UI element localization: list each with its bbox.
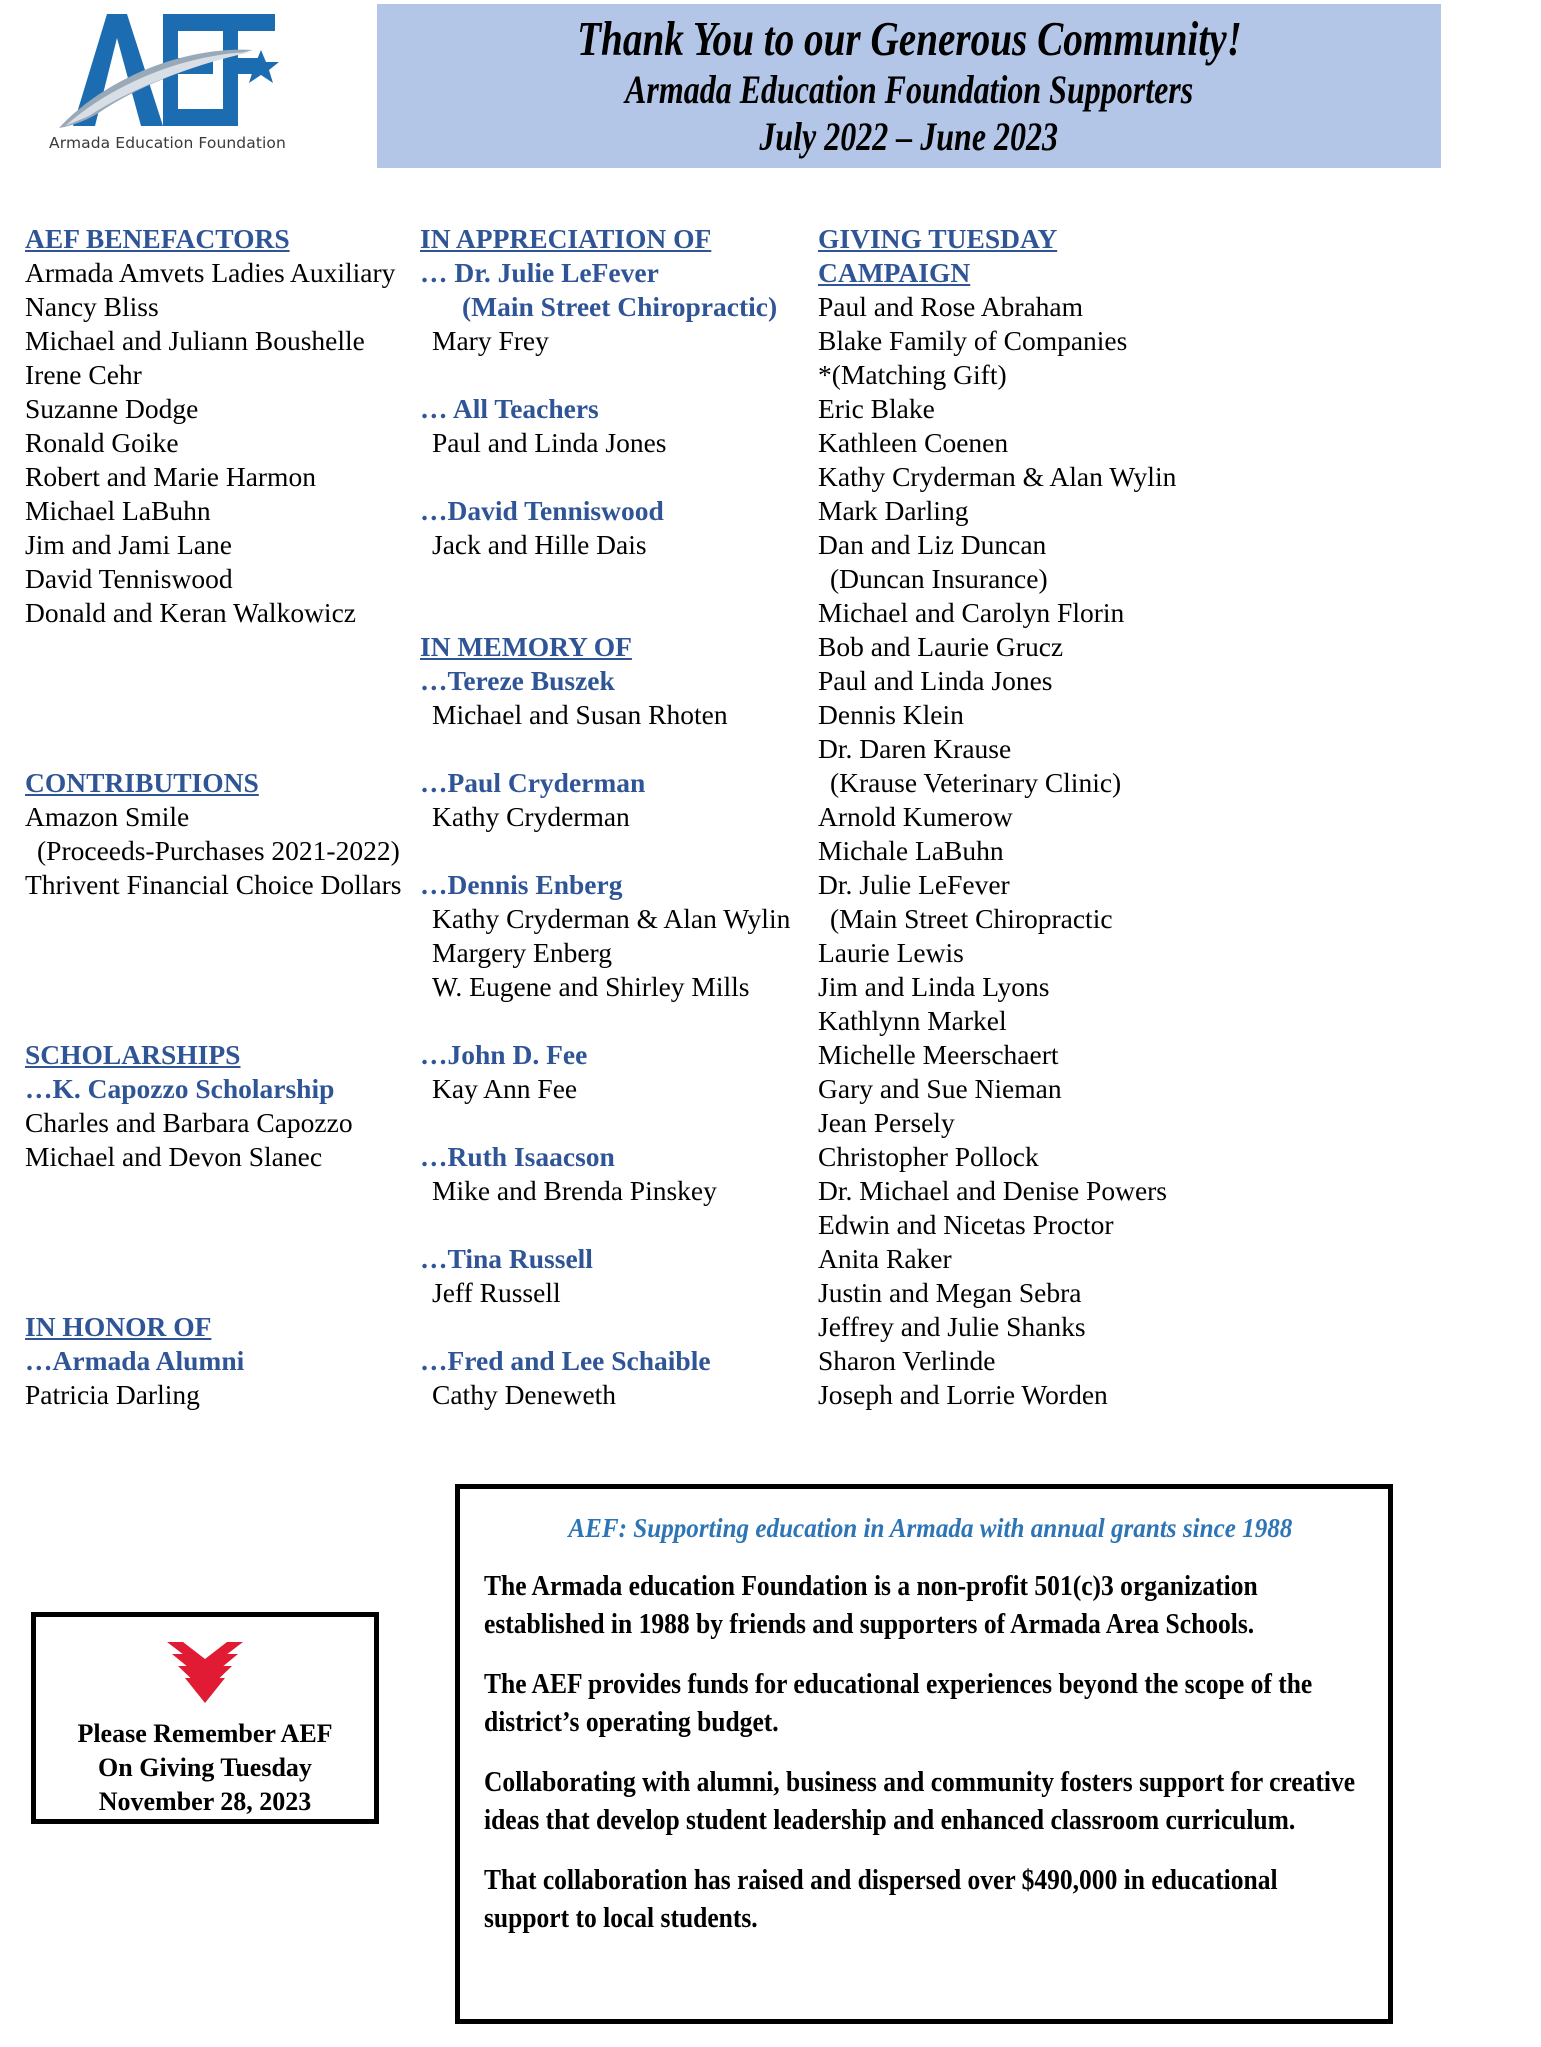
list-item: Mary Frey bbox=[432, 325, 549, 356]
spacer bbox=[25, 630, 413, 766]
subheading-tereze-buszek: …Tereze Buszek bbox=[420, 665, 615, 696]
aef-tagline: AEF: Supporting education in Armada with annual grants since 1988 bbox=[568, 1513, 1293, 1543]
section-heading-contributions: CONTRIBUTIONS bbox=[25, 767, 259, 798]
list-item: Laurie Lewis bbox=[818, 937, 964, 968]
list-item: (Duncan Insurance) bbox=[830, 563, 1048, 594]
list-item: Bob and Laurie Grucz bbox=[818, 631, 1064, 662]
list-item: Jeff Russell bbox=[432, 1277, 561, 1308]
list-item: Dr. Michael and Denise Powers bbox=[818, 1175, 1168, 1206]
list-item: Michale LaBuhn bbox=[818, 835, 1004, 866]
spacer bbox=[25, 902, 413, 1038]
list-item: Kathlynn Markel bbox=[818, 1005, 1007, 1036]
list-item: Kay Ann Fee bbox=[432, 1073, 578, 1104]
list-item: David Tenniswood bbox=[25, 563, 233, 594]
section-heading-in-honor-of: IN HONOR OF bbox=[25, 1311, 212, 1342]
subheading-tina-russell: …Tina Russell bbox=[420, 1243, 593, 1274]
list-item: Amazon Smile bbox=[25, 801, 190, 832]
list-item: Kathy Cryderman bbox=[432, 801, 630, 832]
donor-column-1 bbox=[25, 222, 413, 1412]
section-heading-aef-benefactors: AEF BENEFACTORS bbox=[25, 223, 290, 254]
subheading-john-d-fee: …John D. Fee bbox=[420, 1039, 588, 1070]
list-item: Justin and Megan Sebra bbox=[818, 1277, 1082, 1308]
list-item: Thrivent Financial Choice Dollars bbox=[25, 869, 402, 900]
list-item: Dr. Daren Krause bbox=[818, 733, 1012, 764]
spacer bbox=[420, 1208, 812, 1242]
list-item: *(Matching Gift) bbox=[818, 359, 1007, 390]
list-item: Charles and Barbara Capozzo bbox=[25, 1107, 353, 1138]
list-item: (Proceeds-Purchases 2021-2022) bbox=[37, 835, 400, 866]
list-item: Paul and Linda Jones bbox=[432, 427, 667, 458]
subheading-ruth-isaacson: …Ruth Isaacson bbox=[420, 1141, 615, 1172]
aef-logo-mark-icon bbox=[45, 6, 285, 136]
list-item: Mike and Brenda Pinskey bbox=[432, 1175, 717, 1206]
list-item: Joseph and Lorrie Worden bbox=[818, 1379, 1108, 1410]
reminder-line-1: Please Remember AEF bbox=[77, 1719, 333, 1748]
list-item: Dr. Julie LeFever bbox=[818, 869, 1010, 900]
list-item: Paul and Linda Jones bbox=[818, 665, 1053, 696]
list-item: Dan and Liz Duncan bbox=[818, 529, 1047, 560]
title-banner bbox=[377, 4, 1441, 168]
spacer bbox=[420, 834, 812, 868]
section-heading-giving-tuesday-campaign-line-1: GIVING TUESDAY bbox=[818, 223, 1058, 254]
subheading-david-tenniswood: …David Tenniswood bbox=[420, 495, 664, 526]
list-item: W. Eugene and Shirley Mills bbox=[432, 971, 750, 1002]
subheading-k-capozzo-scholarship: …K. Capozzo Scholarship bbox=[25, 1073, 335, 1104]
list-item: Jim and Jami Lane bbox=[25, 529, 232, 560]
list-item: (Main Street Chiropractic bbox=[830, 903, 1113, 934]
section-heading-giving-tuesday-campaign-line-2: CAMPAIGN bbox=[818, 257, 971, 288]
list-item: Blake Family of Companies bbox=[818, 325, 1128, 356]
about-aef-info-box bbox=[455, 1484, 1393, 2024]
list-item: Jean Persely bbox=[818, 1107, 955, 1138]
list-item: Michael and Devon Slanec bbox=[25, 1141, 323, 1172]
section-heading-in-memory-of: IN MEMORY OF bbox=[420, 631, 632, 662]
list-item: Jim and Linda Lyons bbox=[818, 971, 1050, 1002]
giving-tuesday-heart-icon bbox=[163, 1639, 247, 1705]
list-item: Michael LaBuhn bbox=[25, 495, 211, 526]
list-item: Edwin and Nicetas Proctor bbox=[818, 1209, 1114, 1240]
banner-title-line-2: Armada Education Foundation Supporters bbox=[624, 67, 1194, 112]
list-item: Sharon Verlinde bbox=[818, 1345, 996, 1376]
subheading-armada-alumni: …Armada Alumni bbox=[25, 1345, 245, 1376]
list-item: Paul and Rose Abraham bbox=[818, 291, 1084, 322]
info-paragraph: The AEF provides funds for educational experiences beyond the scope of the district’s operating budget. bbox=[484, 1668, 1313, 1738]
subheading-main-street-chiropractic: (Main Street Chiropractic) bbox=[462, 291, 778, 322]
list-item: Arnold Kumerow bbox=[818, 801, 1013, 832]
giving-tuesday-reminder-box bbox=[31, 1612, 379, 1824]
subheading-paul-cryderman: …Paul Cryderman bbox=[420, 767, 646, 798]
spacer bbox=[420, 1310, 812, 1344]
subheading-fred-and-lee-schaible: …Fred and Lee Schaible bbox=[420, 1345, 711, 1376]
list-item: Patricia Darling bbox=[25, 1379, 200, 1410]
spacer bbox=[420, 358, 812, 392]
list-item: Christopher Pollock bbox=[818, 1141, 1039, 1172]
aef-logo-caption: Armada Education Foundation bbox=[49, 134, 286, 152]
list-item: Kathy Cryderman & Alan Wylin bbox=[818, 461, 1177, 492]
list-item: Eric Blake bbox=[818, 393, 935, 424]
reminder-line-2: On Giving Tuesday bbox=[98, 1753, 312, 1782]
list-item: Michelle Meerschaert bbox=[818, 1039, 1059, 1070]
spacer bbox=[420, 1004, 812, 1038]
list-item: Robert and Marie Harmon bbox=[25, 461, 316, 492]
list-item: Margery Enberg bbox=[432, 937, 612, 968]
section-heading-scholarships: SCHOLARSHIPS bbox=[25, 1039, 241, 1070]
list-item: Irene Cehr bbox=[25, 359, 142, 390]
spacer bbox=[420, 1106, 812, 1140]
spacer bbox=[420, 732, 812, 766]
spacer bbox=[25, 1174, 413, 1310]
info-paragraph: The Armada education Foundation is a non-profit 501(c)3 organization established in 1988 by friends and supporters of Armada Area Schools. bbox=[484, 1570, 1258, 1640]
banner-title-line-3: July 2022 – June 2023 bbox=[759, 114, 1059, 159]
banner-title-line-1: Thank You to our Generous Community! bbox=[576, 11, 1242, 66]
page-header bbox=[0, 0, 1541, 172]
section-heading-in-appreciation-of: IN APPRECIATION OF bbox=[420, 223, 712, 254]
list-item: Jack and Hille Dais bbox=[432, 529, 647, 560]
list-item: Mark Darling bbox=[818, 495, 969, 526]
list-item: Cathy Deneweth bbox=[432, 1379, 617, 1410]
list-item: (Krause Veterinary Clinic) bbox=[830, 767, 1122, 798]
info-paragraph: Collaborating with alumni, business and community fosters support for creative ideas that develop student leadership and enhanced classroom curriculum. bbox=[484, 1766, 1356, 1836]
aef-logo bbox=[45, 6, 285, 166]
list-item: Kathy Cryderman & Alan Wylin bbox=[432, 903, 791, 934]
list-item: Ronald Goike bbox=[25, 427, 179, 458]
spacer bbox=[420, 460, 812, 494]
reminder-line-3: November 28, 2023 bbox=[98, 1787, 312, 1816]
donor-column-2 bbox=[420, 222, 812, 1412]
subheading-dennis-enberg: …Dennis Enberg bbox=[420, 869, 623, 900]
donor-column-3 bbox=[818, 222, 1218, 1412]
list-item: Kathleen Coenen bbox=[818, 427, 1009, 458]
list-item: Michael and Susan Rhoten bbox=[432, 699, 728, 730]
list-item: Nancy Bliss bbox=[25, 291, 159, 322]
subheading-dr-julie-lefever: … Dr. Julie LeFever bbox=[420, 257, 659, 288]
list-item: Dennis Klein bbox=[818, 699, 964, 730]
list-item: Michael and Carolyn Florin bbox=[818, 597, 1125, 628]
list-item: Gary and Sue Nieman bbox=[818, 1073, 1062, 1104]
subheading-all-teachers: … All Teachers bbox=[420, 393, 599, 424]
list-item: Armada Amvets Ladies Auxiliary bbox=[25, 257, 396, 288]
list-item: Jeffrey and Julie Shanks bbox=[818, 1311, 1086, 1342]
list-item: Anita Raker bbox=[818, 1243, 952, 1274]
info-paragraph: That collaboration has raised and dispersed over $490,000 in educational support to local students. bbox=[484, 1864, 1278, 1934]
spacer bbox=[420, 562, 812, 630]
list-item: Michael and Juliann Boushelle bbox=[25, 325, 365, 356]
list-item: Suzanne Dodge bbox=[25, 393, 199, 424]
list-item: Donald and Keran Walkowicz bbox=[25, 597, 356, 628]
